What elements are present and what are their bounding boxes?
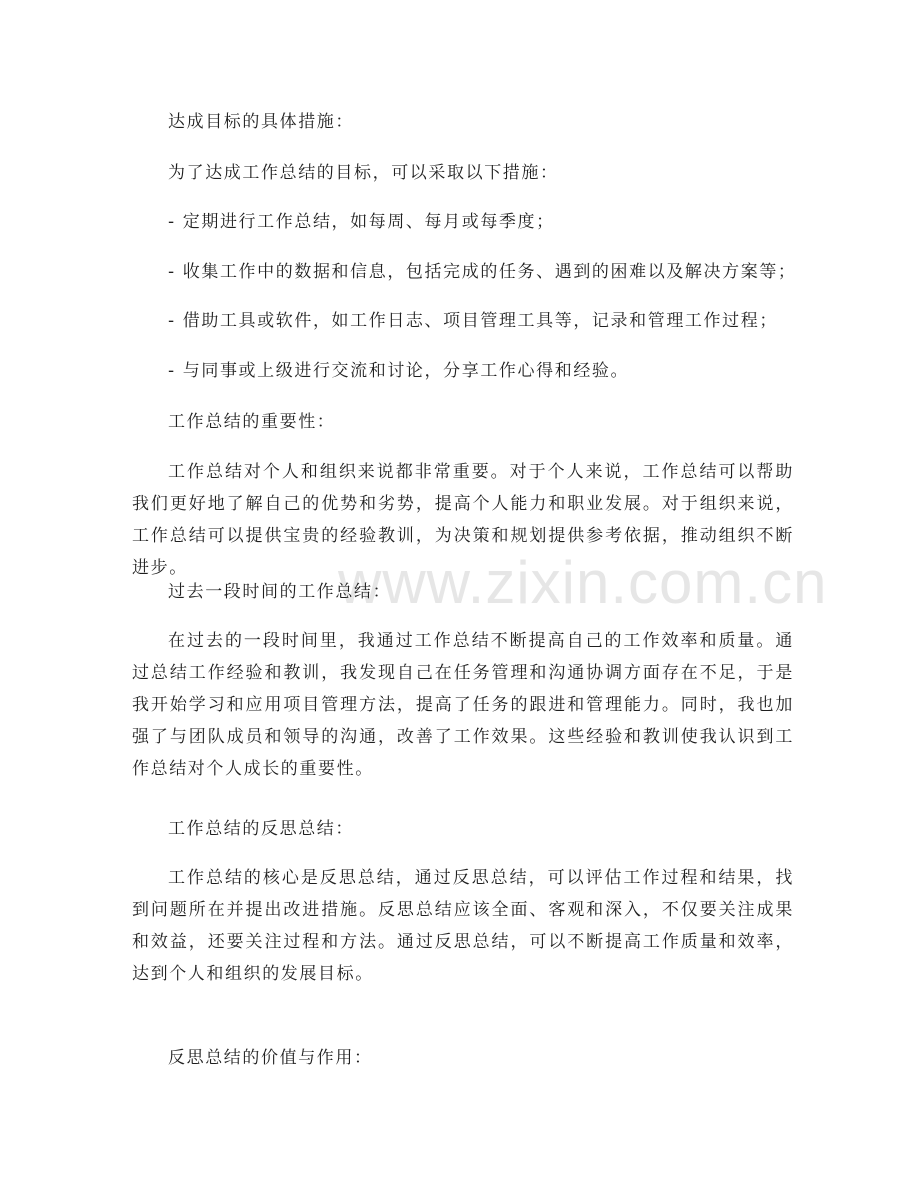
paragraph-importance: 工作总结对个人和组织来说都非常重要。对于个人来说，工作总结可以帮助我们更好地了解自己的优势和劣势，提高个人能力和职业发展。对于组织来说，工作总结可以提供宝贵的经验教训，为决策和规划提供参考依据，推动组织不断进步。: [132, 462, 794, 578]
heading-importance: 工作总结的重要性：: [168, 412, 336, 432]
bullet-item: - 借助工具或软件，如工作日志、项目管理工具等，记录和管理工作过程；: [168, 311, 778, 331]
bullet-item: - 与同事或上级进行交流和讨论，分享工作心得和经验。: [168, 361, 630, 381]
heading-measures: 达成目标的具体措施：: [168, 112, 354, 132]
paragraph-past: 在过去的一段时间里，我通过工作总结不断提高自己的工作效率和质量。通过总结工作经验和教训，我发现自己在任务管理和沟通协调方面存在不足，于是我开始学习和应用项目管理方法，提高了任务的跟进和管理能力。同时，我也加强了与团队成员和领导的沟通，改善了工作效果。这些经验和教训使我认识到工作总结对个人成长的重要性。: [132, 631, 794, 779]
watermark: www.zixin.com.cn: [338, 549, 828, 616]
heading-past: 过去一段时间的工作总结：: [168, 582, 392, 602]
heading-reflection: 工作总结的反思总结：: [168, 819, 354, 839]
paragraph-reflection: 工作总结的核心是反思总结，通过反思总结，可以评估工作过程和结果，找到问题所在并提出改进措施。反思总结应该全面、客观和深入，不仅要关注成果和效益，还要关注过程和方法。通过反思总结，可以不断提高工作质量和效率，达到个人和组织的发展目标。: [132, 868, 794, 984]
heading-value: 反思总结的价值与作用：: [168, 1048, 373, 1068]
bullet-item: - 收集工作中的数据和信息，包括完成的任务、遇到的困难以及解决方案等；: [168, 262, 797, 282]
intro-measures: 为了达成工作总结的目标，可以采取以下措施：: [168, 163, 559, 183]
bullet-item: - 定期进行工作总结，如每周、每月或每季度；: [168, 212, 555, 232]
